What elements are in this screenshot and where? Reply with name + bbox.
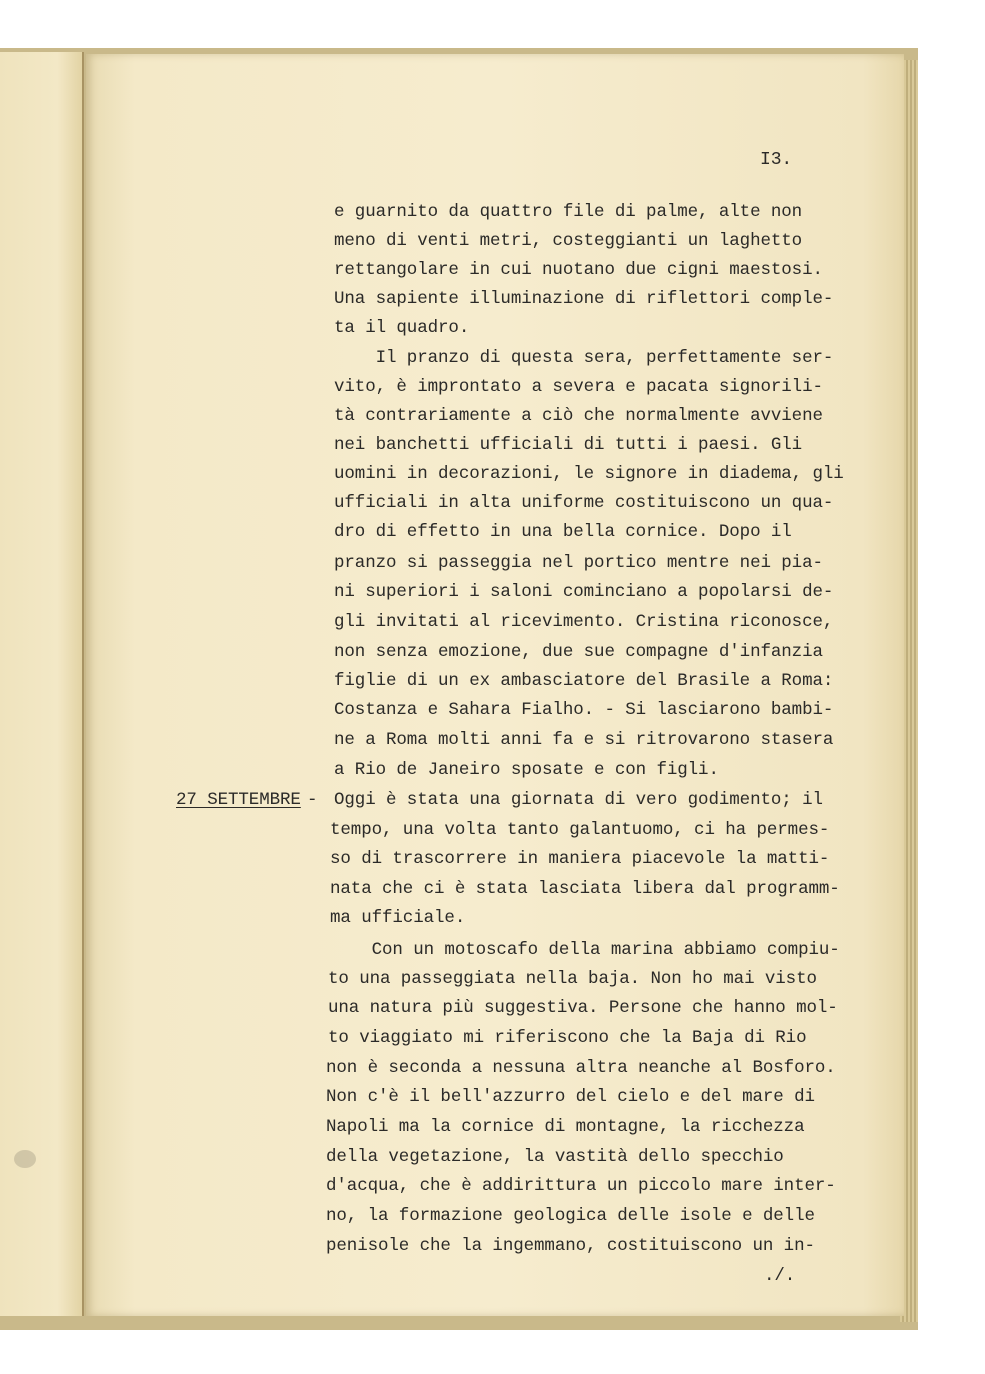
text-line: Costanza e Sahara Fialho. - Si lasciarono bambi-	[334, 700, 834, 720]
text-line: non senza emozione, due sue compagne d'infanzia	[334, 642, 823, 662]
text-line: Non c'è il bell'azzurro del cielo e del mare di	[326, 1087, 815, 1107]
text-line: no, la formazione geologica delle isole e delle	[326, 1206, 815, 1226]
text-line: Oggi è stata una giornata di vero godimento; il	[334, 790, 823, 810]
text-line: non è seconda a nessuna altra neanche al Bosforo.	[326, 1058, 836, 1078]
text-line: ta il quadro.	[334, 318, 470, 338]
text-line: nei banchetti ufficiali di tutti i paesi. Gli	[334, 435, 803, 455]
date-dash: -	[307, 790, 318, 810]
text-line: Con un motoscafo della marina abbiamo compiu-	[330, 940, 840, 960]
text-line: Una sapiente illuminazione di riflettori comple-	[334, 289, 834, 309]
text-line: Napoli ma la cornice di montagne, la ricchezza	[326, 1117, 805, 1137]
text-line: meno di venti metri, costeggianti un laghetto	[334, 231, 803, 251]
text-line: una natura più suggestiva. Persone che hanno mol-	[328, 998, 838, 1018]
continuation-mark: ./.	[764, 1266, 796, 1286]
text-line: vito, è improntato a severa e pacata signorili-	[334, 377, 823, 397]
text-line: rettangolare in cui nuotano due cigni maestosi.	[334, 260, 823, 280]
text-line: to viaggiato mi riferiscono che la Baja di Rio	[328, 1028, 807, 1048]
page-number: I3.	[760, 150, 793, 170]
text-line: gli invitati al ricevimento. Cristina riconosce,	[334, 612, 834, 632]
text-line: tempo, una volta tanto galantuomo, ci ha permes-	[330, 820, 830, 840]
text-line: penisole che la ingemmano, costituiscono un in-	[326, 1236, 815, 1256]
left-page	[0, 52, 84, 1316]
ink-smudge	[14, 1150, 36, 1168]
text-line: dro di effetto in una bella cornice. Dopo il	[334, 522, 792, 542]
text-line: ma ufficiale.	[330, 908, 466, 928]
text-line: uomini in decorazioni, le signore in diadema, gli	[334, 464, 844, 484]
text-line: figlie di un ex ambasciatore del Brasile a Roma:	[334, 671, 834, 691]
text-line: a Rio de Janeiro sposate e con figli.	[334, 760, 719, 780]
text-line: Il pranzo di questa sera, perfettamente ser-	[334, 348, 834, 368]
text-line: ufficiali in alta uniforme costituiscono un qua-	[334, 493, 834, 513]
entry-date: 27 SETTEMBRE	[176, 790, 301, 810]
text-line: e guarnito da quattro file di palme, alte non	[334, 202, 803, 222]
text-line: ne a Roma molti anni fa e si ritrovarono stasera	[334, 730, 834, 750]
text-line: d'acqua, che è addirittura un piccolo mare inter-	[326, 1176, 836, 1196]
text-line: so di trascorrere in maniera piacevole la matti-	[330, 849, 830, 869]
text-line: ni superiori i saloni cominciano a popolarsi de-	[334, 582, 834, 602]
text-line: nata che ci è stata lasciata libera dal programm-	[330, 879, 840, 899]
text-line: pranzo si passeggia nel portico mentre nei pia-	[334, 553, 823, 573]
text-line: della vegetazione, la vastità dello specchio	[326, 1147, 784, 1167]
text-line: to una passeggiata nella baja. Non ho mai visto	[328, 969, 817, 989]
text-line: tà contrariamente a ciò che normalmente avviene	[334, 406, 823, 426]
